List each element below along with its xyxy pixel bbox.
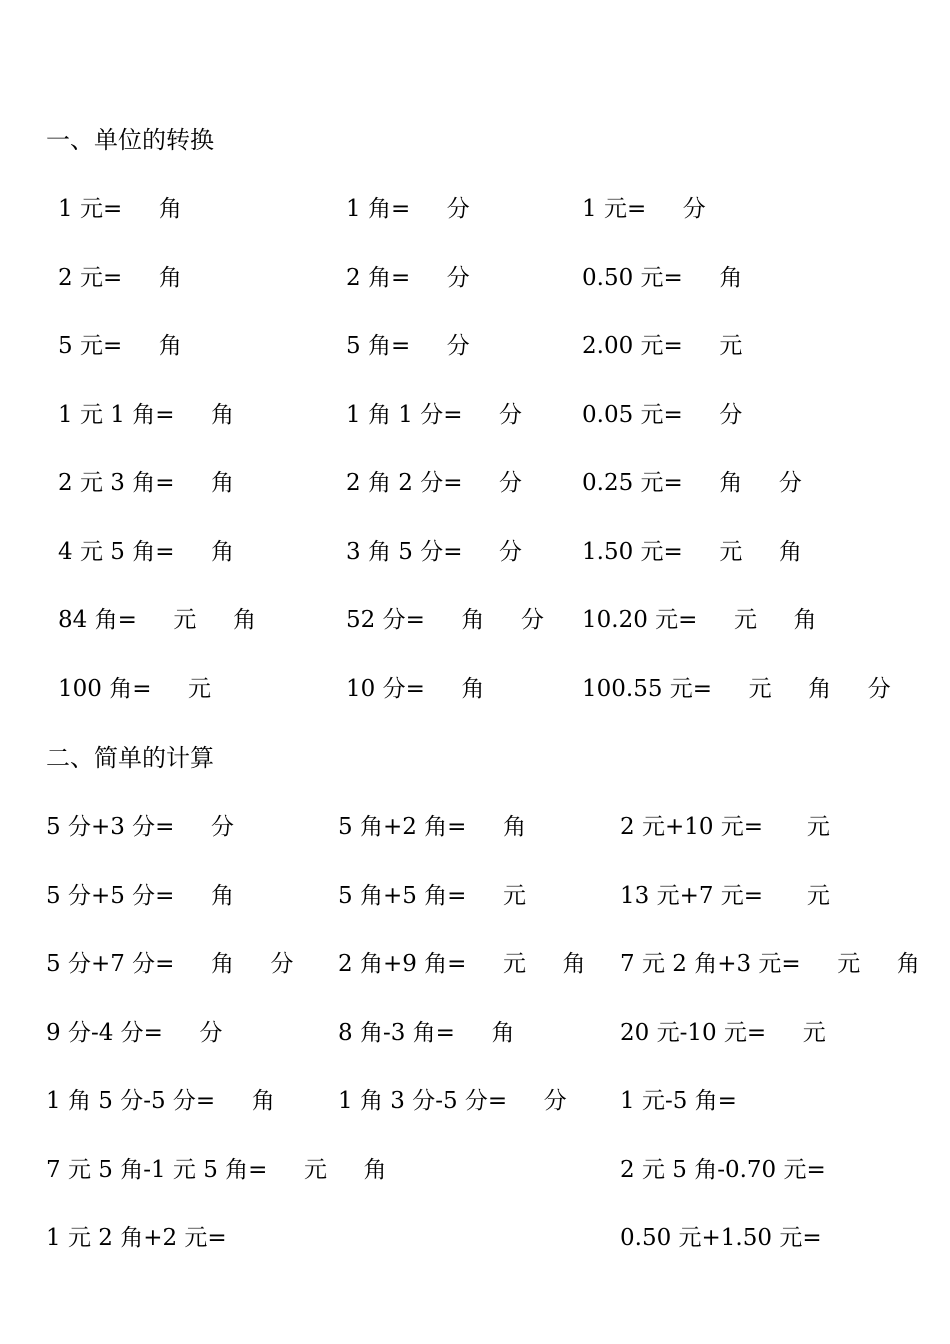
- section2-problem: 8 角-3 角= 角: [338, 1020, 515, 1046]
- section1-problem: 1 角 1 分= 分: [346, 402, 523, 428]
- section2-problem: 1 角 5 分-5 分= 角: [46, 1088, 275, 1114]
- section1-problem: 100 角= 元: [58, 676, 212, 702]
- section2-problem: 1 元-5 角=: [620, 1088, 737, 1114]
- section2-problem: 1 元 2 角+2 元=: [46, 1225, 227, 1251]
- section2-problem: 1 角 3 分-5 分= 分: [338, 1088, 567, 1114]
- section1-problem: 2 元= 角: [58, 265, 182, 291]
- section1-problem: 10 分= 角: [346, 676, 485, 702]
- section2-problem: 9 分-4 分= 分: [46, 1020, 223, 1046]
- section2-problem: 0.50 元+1.50 元=: [620, 1225, 822, 1251]
- section2-problem: 7 元 5 角-1 元 5 角= 元 角: [46, 1157, 387, 1183]
- section2-problem: 5 分+7 分= 角 分: [46, 951, 294, 977]
- section2-problem: 20 元-10 元= 元: [620, 1020, 826, 1046]
- section2-problem: 2 角+9 角= 元 角: [338, 951, 586, 977]
- section1-problem: 2 角 2 分= 分: [346, 470, 523, 496]
- section1-problem: 1 角= 分: [346, 196, 470, 222]
- section1-problem: 4 元 5 角= 角: [58, 539, 235, 565]
- section1-problem: 100.55 元= 元 角 分: [582, 676, 891, 702]
- section2-problem: 13 元+7 元= 元: [620, 883, 830, 909]
- section1-problem: 3 角 5 分= 分: [346, 539, 523, 565]
- section2-problem: 2 元 5 角-0.70 元=: [620, 1157, 826, 1183]
- section2-problem: 5 分+5 分= 角: [46, 883, 234, 909]
- section1-problem: 1 元 1 角= 角: [58, 402, 235, 428]
- section1-problem: 0.25 元= 角 分: [582, 470, 802, 496]
- section1-problem: 2 角= 分: [346, 265, 470, 291]
- section2-problem: 7 元 2 角+3 元= 元 角: [620, 951, 920, 977]
- section1-problem: 5 角= 分: [346, 333, 470, 359]
- section2-problem: 2 元+10 元= 元: [620, 814, 830, 840]
- section1-problem: 84 角= 元 角: [58, 607, 256, 633]
- section1-problem: 0.05 元= 分: [582, 402, 743, 428]
- section1-problem: 10.20 元= 元 角: [582, 607, 817, 633]
- section1-problem: 1 元= 分: [582, 196, 706, 222]
- section1-problem: 0.50 元= 角: [582, 265, 743, 291]
- section2-problem: 5 分+3 分= 分: [46, 814, 234, 840]
- section1-problem: 52 分= 角 分: [346, 607, 544, 633]
- section1-problem: 1.50 元= 元 角: [582, 539, 802, 565]
- section2-title: 二、简单的计算: [46, 744, 214, 772]
- section1-title: 一、单位的转换: [46, 126, 214, 154]
- section1-problem: 2.00 元= 元: [582, 333, 743, 359]
- section1-problem: 1 元= 角: [58, 196, 182, 222]
- section1-problem: 2 元 3 角= 角: [58, 470, 235, 496]
- section1-problem: 5 元= 角: [58, 333, 182, 359]
- section2-problem: 5 角+5 角= 元: [338, 883, 526, 909]
- section2-problem: 5 角+2 角= 角: [338, 814, 526, 840]
